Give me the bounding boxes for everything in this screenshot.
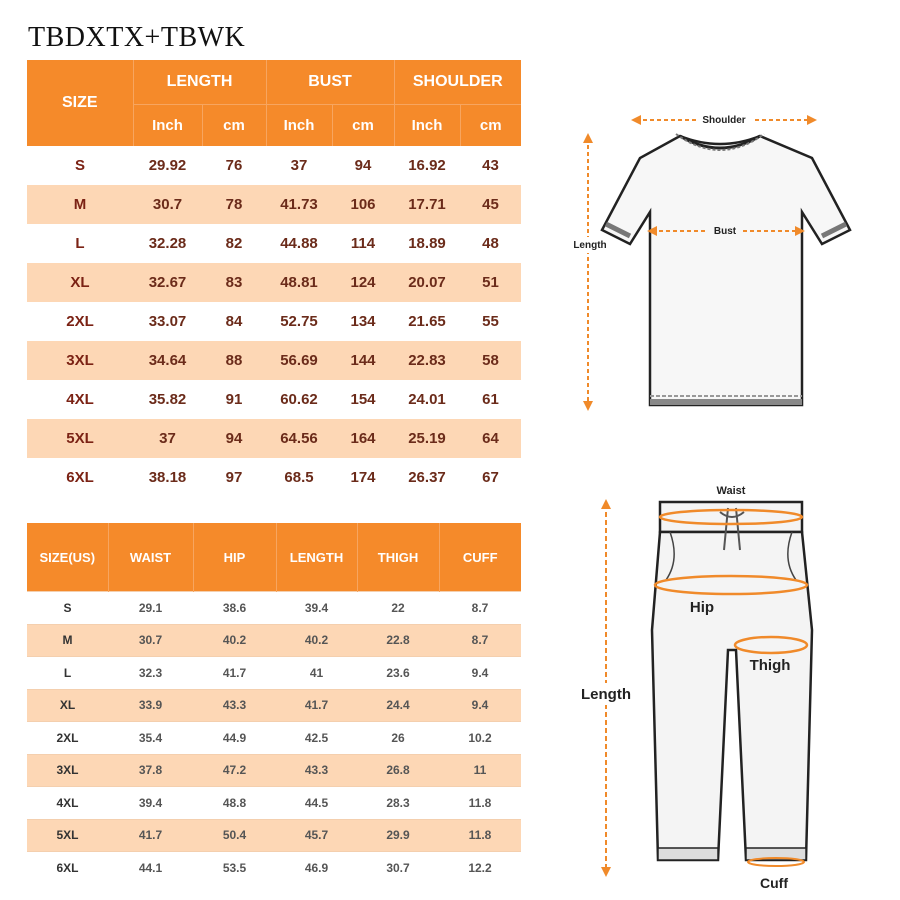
value-cell: 11.8 — [439, 787, 521, 820]
size-cell: XL — [27, 689, 108, 722]
value-cell: 29.9 — [357, 819, 439, 852]
value-cell: 45.7 — [276, 819, 357, 852]
value-cell: 82 — [202, 224, 266, 263]
value-cell: 32.28 — [133, 224, 202, 263]
value-cell: 30.7 — [108, 624, 193, 657]
value-cell: 39.4 — [108, 787, 193, 820]
table-row — [27, 787, 521, 820]
value-cell: 43.3 — [193, 689, 276, 722]
cuff-label: Cuff — [760, 875, 788, 891]
length-label: Length — [573, 240, 607, 251]
value-cell: 44.1 — [108, 852, 193, 884]
bust-label: Bust — [713, 226, 737, 237]
bust-header: BUST — [266, 60, 394, 105]
value-cell: 88 — [202, 341, 266, 380]
table-row — [27, 754, 521, 787]
value-cell: 52.75 — [266, 302, 332, 341]
value-cell: 35.82 — [133, 380, 202, 419]
value-cell: 84 — [202, 302, 266, 341]
table-row — [27, 302, 521, 341]
value-cell: 45 — [460, 185, 521, 224]
table-row — [27, 458, 521, 497]
tshirt-shape — [602, 136, 850, 405]
value-cell: 48.8 — [193, 787, 276, 820]
value-cell: 78 — [202, 185, 266, 224]
value-cell: 28.3 — [357, 787, 439, 820]
thigh-label: Thigh — [749, 657, 791, 674]
value-cell: 23.6 — [357, 657, 439, 690]
value-cell: 94 — [202, 419, 266, 458]
value-cell: 50.4 — [193, 819, 276, 852]
value-cell: 30.7 — [133, 185, 202, 224]
size-cell: 3XL — [27, 341, 133, 380]
value-cell: 44.5 — [276, 787, 357, 820]
value-cell: 41.7 — [193, 657, 276, 690]
value-cell: 26.8 — [357, 754, 439, 787]
value-cell: 24.01 — [394, 380, 460, 419]
value-cell: 48 — [460, 224, 521, 263]
value-cell: 144 — [332, 341, 394, 380]
table-row — [27, 722, 521, 755]
value-cell: 29.92 — [133, 146, 202, 185]
value-cell: 47.2 — [193, 754, 276, 787]
value-cell: 37 — [133, 419, 202, 458]
unit-header: cm — [460, 105, 521, 147]
value-cell: 25.19 — [394, 419, 460, 458]
hip-label: Hip — [689, 599, 715, 616]
thigh-header: THIGH — [357, 523, 439, 592]
size-cell: 6XL — [27, 458, 133, 497]
value-cell: 33.9 — [108, 689, 193, 722]
value-cell: 22.83 — [394, 341, 460, 380]
pants-shape — [652, 532, 812, 860]
table-row — [27, 852, 521, 884]
value-cell: 33.07 — [133, 302, 202, 341]
size-cell: 4XL — [27, 380, 133, 419]
size-cell: M — [27, 185, 133, 224]
value-cell: 11.8 — [439, 819, 521, 852]
value-cell: 38.6 — [193, 592, 276, 625]
size-cell: 2XL — [27, 302, 133, 341]
size-us-header: SIZE(US) — [27, 523, 108, 592]
size-cell: S — [27, 592, 108, 625]
size-cell: S — [27, 146, 133, 185]
value-cell: 40.2 — [193, 624, 276, 657]
value-cell: 34.64 — [133, 341, 202, 380]
value-cell: 35.4 — [108, 722, 193, 755]
hip-header: HIP — [193, 523, 276, 592]
pants-size-table — [27, 523, 521, 884]
value-cell: 67 — [460, 458, 521, 497]
value-cell: 68.5 — [266, 458, 332, 497]
table-row — [27, 146, 521, 185]
value-cell: 20.07 — [394, 263, 460, 302]
size-cell: 2XL — [27, 722, 108, 755]
table-row — [27, 624, 521, 657]
value-cell: 51 — [460, 263, 521, 302]
value-cell: 56.69 — [266, 341, 332, 380]
unit-header: Inch — [266, 105, 332, 147]
value-cell: 11 — [439, 754, 521, 787]
table-row — [27, 657, 521, 690]
size-cell: 5XL — [27, 419, 133, 458]
value-cell: 41 — [276, 657, 357, 690]
value-cell: 26 — [357, 722, 439, 755]
value-cell: 40.2 — [276, 624, 357, 657]
unit-header: cm — [202, 105, 266, 147]
value-cell: 18.89 — [394, 224, 460, 263]
value-cell: 154 — [332, 380, 394, 419]
table-row — [27, 263, 521, 302]
shirt-size-table — [27, 60, 521, 497]
shoulder-header: SHOULDER — [394, 60, 521, 105]
pants-diagram — [560, 480, 880, 895]
value-cell: 10.2 — [439, 722, 521, 755]
length-header: LENGTH — [276, 523, 357, 592]
value-cell: 43 — [460, 146, 521, 185]
tshirt-diagram — [560, 100, 880, 420]
table-row — [27, 592, 521, 625]
value-cell: 8.7 — [439, 624, 521, 657]
value-cell: 9.4 — [439, 657, 521, 690]
value-cell: 22 — [357, 592, 439, 625]
value-cell: 8.7 — [439, 592, 521, 625]
value-cell: 83 — [202, 263, 266, 302]
waist-label: Waist — [716, 485, 746, 497]
table-row — [27, 380, 521, 419]
value-cell: 42.5 — [276, 722, 357, 755]
value-cell: 106 — [332, 185, 394, 224]
value-cell: 91 — [202, 380, 266, 419]
shoulder-label: Shoulder — [702, 115, 746, 126]
value-cell: 22.8 — [357, 624, 439, 657]
unit-header: cm — [332, 105, 394, 147]
value-cell: 134 — [332, 302, 394, 341]
size-cell: 6XL — [27, 852, 108, 884]
waist-header: WAIST — [108, 523, 193, 592]
value-cell: 53.5 — [193, 852, 276, 884]
table-row — [27, 185, 521, 224]
table-row — [27, 819, 521, 852]
value-cell: 26.37 — [394, 458, 460, 497]
value-cell: 24.4 — [357, 689, 439, 722]
table-row — [27, 224, 521, 263]
size-cell: XL — [27, 263, 133, 302]
value-cell: 37.8 — [108, 754, 193, 787]
value-cell: 76 — [202, 146, 266, 185]
value-cell: 124 — [332, 263, 394, 302]
length-label: Length — [581, 686, 631, 703]
value-cell: 55 — [460, 302, 521, 341]
size-cell: M — [27, 624, 108, 657]
value-cell: 64 — [460, 419, 521, 458]
unit-header: Inch — [394, 105, 460, 147]
value-cell: 58 — [460, 341, 521, 380]
value-cell: 48.81 — [266, 263, 332, 302]
value-cell: 32.67 — [133, 263, 202, 302]
value-cell: 21.65 — [394, 302, 460, 341]
cuff-header: CUFF — [439, 523, 521, 592]
value-cell: 43.3 — [276, 754, 357, 787]
value-cell: 174 — [332, 458, 394, 497]
value-cell: 164 — [332, 419, 394, 458]
table-row — [27, 419, 521, 458]
value-cell: 44.88 — [266, 224, 332, 263]
value-cell: 44.9 — [193, 722, 276, 755]
value-cell: 38.18 — [133, 458, 202, 497]
value-cell: 9.4 — [439, 689, 521, 722]
value-cell: 16.92 — [394, 146, 460, 185]
value-cell: 17.71 — [394, 185, 460, 224]
value-cell: 64.56 — [266, 419, 332, 458]
value-cell: 39.4 — [276, 592, 357, 625]
value-cell: 37 — [266, 146, 332, 185]
value-cell: 60.62 — [266, 380, 332, 419]
size-cell: L — [27, 657, 108, 690]
value-cell: 30.7 — [357, 852, 439, 884]
value-cell: 114 — [332, 224, 394, 263]
value-cell: 46.9 — [276, 852, 357, 884]
table-header-row — [27, 523, 521, 592]
length-header: LENGTH — [133, 60, 266, 105]
value-cell: 29.1 — [108, 592, 193, 625]
value-cell: 41.7 — [276, 689, 357, 722]
table-row — [27, 689, 521, 722]
value-cell: 41.7 — [108, 819, 193, 852]
size-cell: L — [27, 224, 133, 263]
size-header: SIZE — [27, 60, 133, 146]
value-cell: 61 — [460, 380, 521, 419]
value-cell: 94 — [332, 146, 394, 185]
size-cell: 5XL — [27, 819, 108, 852]
value-cell: 97 — [202, 458, 266, 497]
value-cell: 32.3 — [108, 657, 193, 690]
value-cell: 41.73 — [266, 185, 332, 224]
size-cell: 3XL — [27, 754, 108, 787]
unit-header: Inch — [133, 105, 202, 147]
table-row — [27, 341, 521, 380]
page-title: TBDXTX+TBWK — [28, 22, 246, 53]
value-cell: 12.2 — [439, 852, 521, 884]
size-cell: 4XL — [27, 787, 108, 820]
table-header-row — [27, 60, 521, 105]
